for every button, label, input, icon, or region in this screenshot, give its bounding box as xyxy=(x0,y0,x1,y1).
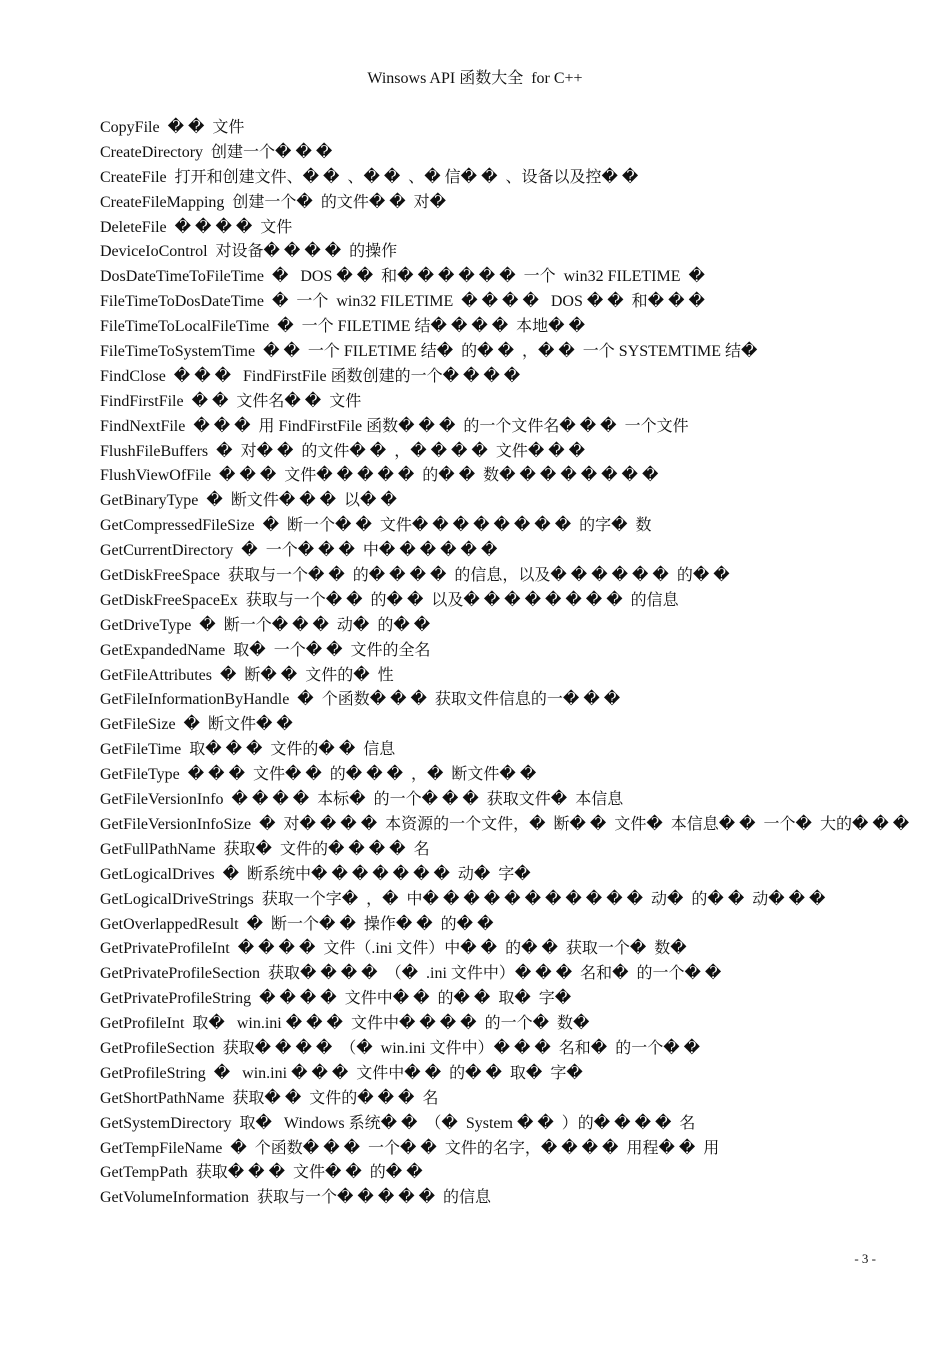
api-function-entry: GetFileType � � � 文件� � 的� � � ，� 断文件� � xyxy=(100,766,537,784)
api-function-entry: FindFirstFile � � 文件名� � 文件 xyxy=(100,392,362,410)
api-function-entry: GetCurrentDirectory � 一个� � � 中� � � � � � xyxy=(100,542,498,560)
api-function-entry: GetProfileSection 获取� � � � （� win.ini 文件中）� � � 名和� 的一个� � xyxy=(100,1039,701,1057)
api-function-entry: GetLogicalDrives � 断系统中� � � � � � � 动� 字� xyxy=(100,865,531,883)
api-function-entry: GetFileVersionInfo � � � � 本标� 的一个� � � 获取文件� 本信息 xyxy=(100,791,624,809)
api-function-entry: GetCompressedFileSize � 断一个� � 文件� � � � � � � � 的字� 数 xyxy=(100,517,652,535)
page-number: - 3 - xyxy=(854,1251,876,1266)
api-function-entry: FileTimeToSystemTime � � 一个 FILETIME 结� 的� � ，� � 一个 SYSTEMTIME 结� xyxy=(100,343,758,361)
api-function-entry: GetBinaryType � 断文件� � � 以� � xyxy=(100,492,397,510)
api-function-entry: GetLogicalDriveStrings 获取一个字� ，� 中� � � � � � � � � � � 动� 的� � 动� � � xyxy=(100,890,826,908)
api-function-entry: FileTimeToDosDateTime � 一个 win32 FILETIME � � � � DOS � � 和� � � xyxy=(100,293,705,311)
api-function-entry: GetFullPathName 获取� 文件的� � � � 名 xyxy=(100,840,430,858)
api-function-entry: GetExpandedName 取� 一个� � 文件的全名 xyxy=(100,641,431,659)
api-function-entry: GetPrivateProfileInt � � � � 文件（.ini 文件）中� � 的� � 获取一个� 数� xyxy=(100,940,687,958)
api-function-entry: GetFileVersionInfoSize � 对� � � � 本资源的一个文件，� 断� � 文件� 本信息� � 一个� 大的� � � xyxy=(100,815,910,833)
api-function-entry: FlushFileBuffers � 对� � 的文件� � ，� � � � 文件� � � xyxy=(100,442,586,460)
api-function-entry: GetDiskFreeSpace 获取与一个� � 的� � � � 的信息，以及� � � � � � 的� � xyxy=(100,567,730,585)
api-function-entry: GetTempPath 获取� � � 文件� � 的� � xyxy=(100,1164,423,1182)
api-function-entry: GetVolumeInformation 获取与一个� � � � � 的信息 xyxy=(100,1189,492,1207)
api-function-entry: GetFileSize � 断文件� � xyxy=(100,716,293,734)
api-function-entry: GetFileTime 取� � � 文件的� � 信息 xyxy=(100,741,396,759)
api-function-entry: GetPrivateProfileString � � � � 文件中� � 的� � 取� 字� xyxy=(100,990,572,1008)
api-function-entry: GetFileInformationByHandle � 个函数� � � 获取文件信息的一� � � xyxy=(100,691,621,709)
api-function-entry: CreateFileMapping 创建一个� 的文件� � 对� xyxy=(100,193,447,211)
api-function-entry: FindClose � � � FindFirstFile 函数创建的一个� � � � xyxy=(100,367,521,385)
api-function-entry: FileTimeToLocalFileTime � 一个 FILETIME 结� � � � 本地� � xyxy=(100,318,585,336)
api-function-entry: CopyFile � � 文件 xyxy=(100,119,245,136)
api-function-entry: FlushViewOfFile � � � 文件� � � � � 的� � 数� � � � � � � � xyxy=(100,467,659,485)
api-function-entry: DeviceIoControl 对设备� � � � 的操作 xyxy=(100,243,398,261)
api-function-entry: GetProfileInt 取� win.ini � � � 文件中� � � � 的一个� 数� xyxy=(100,1015,590,1033)
api-function-entry: GetShortPathName 获取� � 文件的� � � 名 xyxy=(100,1089,439,1107)
api-function-entry: GetDriveType � 断一个� � � 动� 的� � xyxy=(100,616,431,634)
page-header: Winsows API 函数大全 for C++ xyxy=(367,70,583,87)
api-function-entry: GetPrivateProfileSection 获取� � � � （� .ini 文件中）� � � 名和� 的一个� � xyxy=(100,965,722,983)
api-function-entry: GetProfileString � win.ini � � � 文件中� � 的� � 取� 字� xyxy=(100,1064,583,1082)
api-function-entry: DeleteFile � � � � 文件 xyxy=(100,218,293,236)
api-function-entry: CreateDirectory 创建一个� � � xyxy=(100,143,333,161)
api-function-entry: DosDateTimeToFileTime � DOS � � 和� � � � � � 一个 win32 FILETIME � xyxy=(100,268,705,286)
api-function-entry: GetDiskFreeSpaceEx 获取与一个� � 的� � 以及� � � � � � � � 的信息 xyxy=(100,591,679,609)
api-function-entry: GetSystemDirectory 取� Windows 系统� � （� System � � ）的� � � � 名 xyxy=(100,1114,696,1132)
api-function-entry: GetTempFileName � 个函数� � � 一个� � 文件的名字，� � � � 用程� � 用 xyxy=(100,1139,720,1157)
api-function-entry: FindNextFile � � � 用 FindFirstFile 函数� � � 的一个文件名� � � 一个文件 xyxy=(100,417,689,435)
api-function-entry: CreateFile 打开和创建文件、� � 、� � 、� 信� � 、设备以及控� � xyxy=(100,168,639,186)
api-function-list xyxy=(100,116,920,1211)
api-function-entry: GetOverlappedResult � 断一个� � 操作� � 的� � xyxy=(100,915,494,933)
api-function-entry: GetFileAttributes � 断� � 文件的� 性 xyxy=(100,666,394,684)
